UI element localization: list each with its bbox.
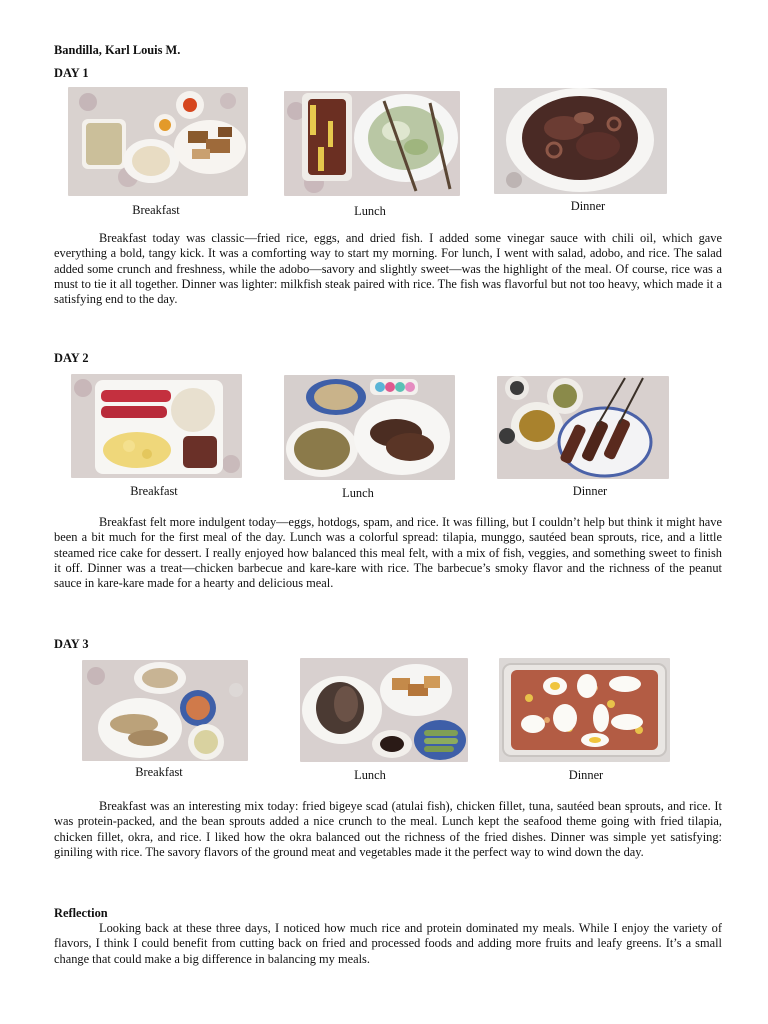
day-1-caption-lunch: Lunch [354,204,386,218]
day-2-caption-lunch: Lunch [342,486,374,500]
day-3-caption-breakfast: Breakfast [135,765,183,779]
day-1-breakfast-photo [68,87,248,196]
day-1-paragraph [54,231,722,307]
reflection-paragraph [54,921,722,967]
day-2-caption-breakfast: Breakfast [130,484,178,498]
day-2-heading: DAY 2 [54,351,89,365]
reflection-text: Looking back at these three days, I noticed how much rice and protein dominated my meals. While I enjoy the variety of flavors, I think I could benefit from cutting back on fried and processed foods and adding more fruits and leafy greens. It’s a small change that could make a big difference in balancing my meals. [54,921,722,966]
day-1-lunch-photo [284,91,460,196]
day-2-dinner-photo [497,376,669,479]
day-3-text: Breakfast was an interesting mix today: fried bigeye scad (atulai fish), chicken fillet, tuna, sautéed bean sprouts, and rice. It was protein-packed, and the bean sprouts added a nice crunch to the meal. Lunch kept the seafood theme going with fried tilapia, chicken fillet, okra, and rice. I liked how the okra balanced out the richness of the fried dishes. Dinner was simple yet satisfying: giniling with rice. The savory flavors of the ground meat and vegetables made it the perfect way to wind down the day. [54,799,722,859]
day-3-paragraph [54,799,722,860]
day-3-dinner-photo [499,658,670,762]
day-2-text: Breakfast felt more indulgent today—eggs, hotdogs, spam, and rice. It was filling, but I couldn’t help but think it might have been a bit much for the first meal of the day. Lunch was a colorful spread: tilapia, munggo, sautéed bean sprouts, rice, and a little steamed rice cake for dessert. I really enjoyed how balanced this meal felt, with a mix of fish, veggies, and something sweet to finish it off. Dinner was a treat—chicken barbecue and kare-kare with rice. The barbecue’s smoky flavor and the richness of the peanut sauce in kare-kare made for a hearty and delicious meal. [54,515,722,591]
day-1-heading: DAY 1 [54,66,89,80]
day-3-caption-lunch: Lunch [354,768,386,782]
day-2-breakfast-photo [71,374,242,478]
day-1-dinner-photo [494,88,667,194]
day-3-lunch-photo [300,658,468,762]
reflection-heading: Reflection [54,906,108,920]
day-1-text: Breakfast today was classic—fried rice, eggs, and dried fish. I added some vinegar sauce with chili oil, which gave everything a bold, tangy kick. It was a comforting way to start my morning. For lunch, I went with salad, adobo, and rice. The salad added some crunch and freshness, while the adobo—savory and slightly sweet—was the highlight of the meal. Of course, rice was a must to tie it all together. Dinner was lighter: milkfish steak paired with rice. The fish was flavorful but not too heavy, which made it a satisfying end to the day. [54,231,722,307]
day-2-lunch-photo [284,375,455,480]
day-3-breakfast-photo [82,660,248,761]
day-2-paragraph [54,515,722,591]
day-3-caption-dinner: Dinner [568,768,604,782]
author-name: Bandilla, Karl Louis M. [54,43,181,57]
day-2-caption-dinner: Dinner [572,484,608,498]
day-1-caption-breakfast: Breakfast [132,203,180,217]
day-3-heading: DAY 3 [54,637,89,651]
day-1-caption-dinner: Dinner [570,199,606,213]
